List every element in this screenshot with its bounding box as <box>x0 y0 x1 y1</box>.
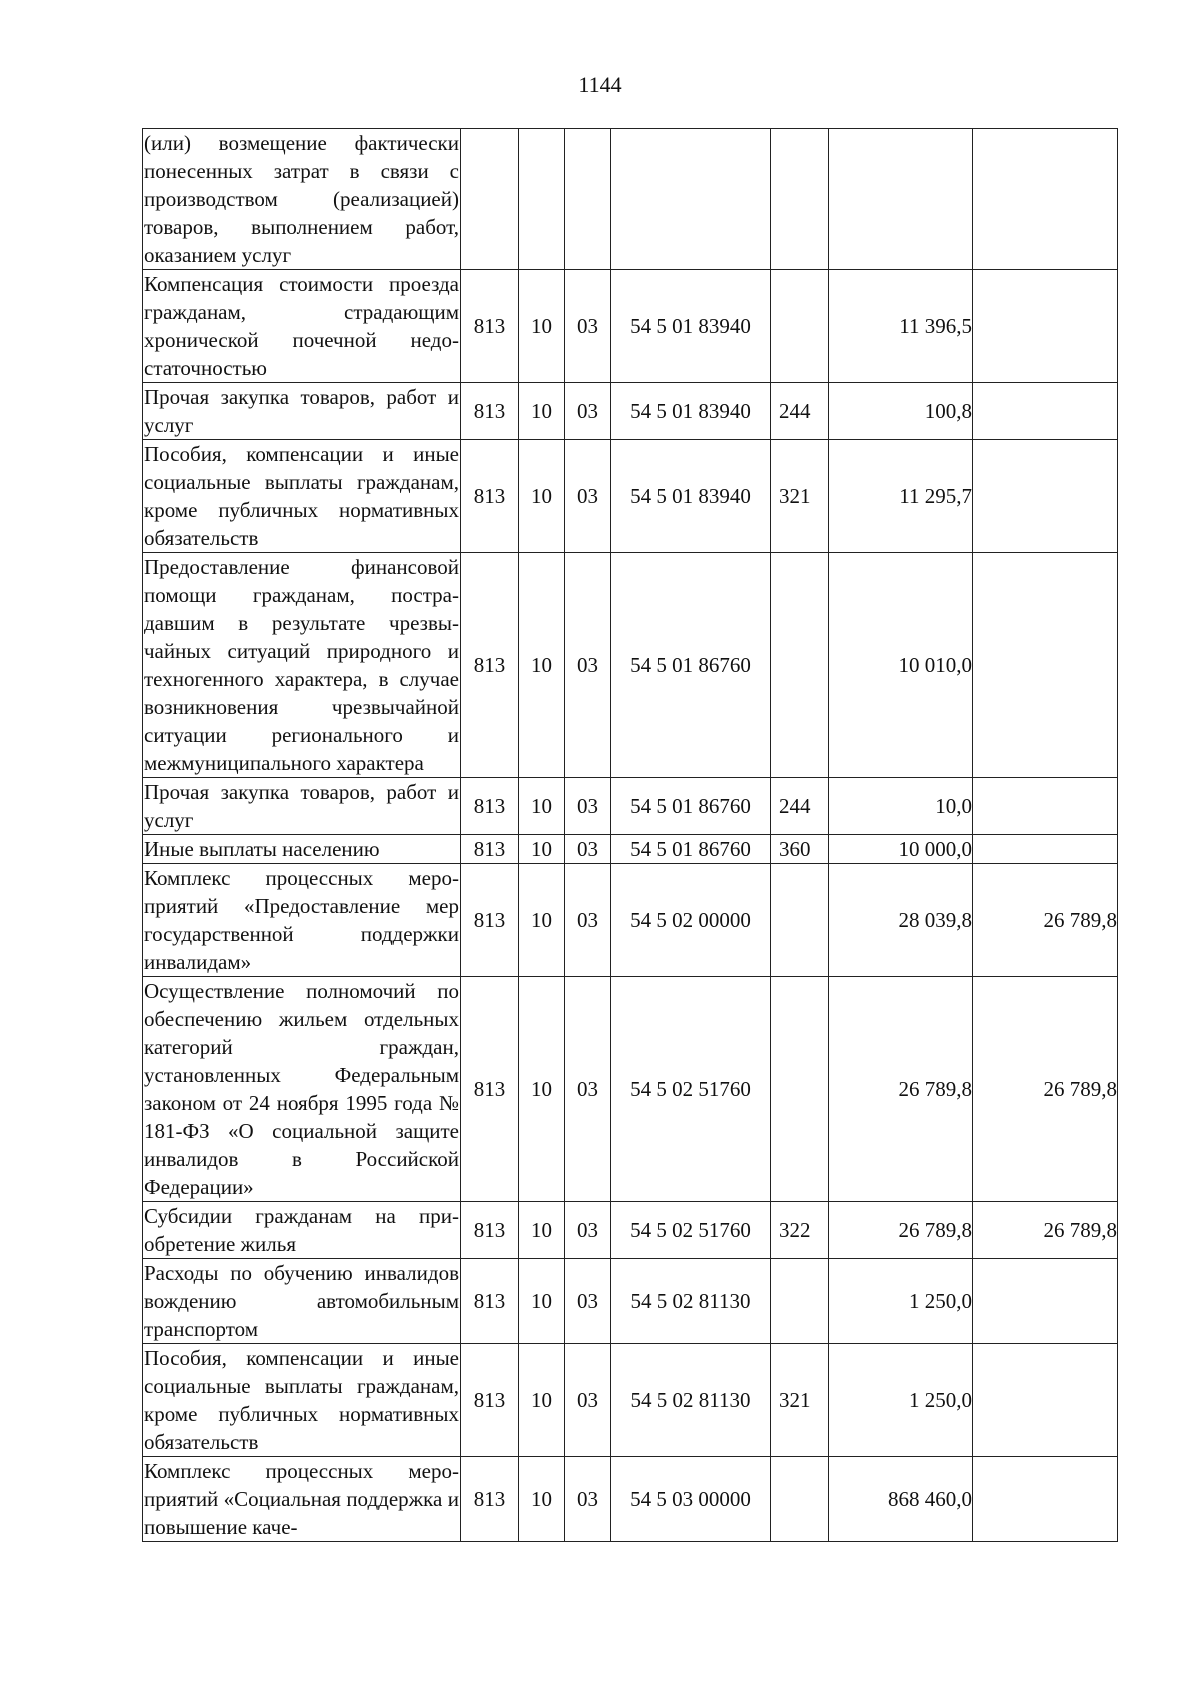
federal-amount-cell <box>973 129 1118 270</box>
amount-cell: 100,8 <box>829 383 973 440</box>
federal-amount-cell <box>973 1457 1118 1542</box>
subsection-code-cell: 03 <box>565 864 611 977</box>
federal-amount-cell <box>973 440 1118 553</box>
expense-name-cell: Иные выплаты населению <box>143 835 461 864</box>
expense-name-cell: Комплекс процессных мероприятий «Социальная поддержка и повышение каче- <box>143 1457 461 1542</box>
table-row <box>143 440 1118 553</box>
table-row <box>143 270 1118 383</box>
table-row <box>143 383 1118 440</box>
subsection-code-cell: 03 <box>565 1344 611 1457</box>
ministry-code-cell: 813 <box>461 1344 519 1457</box>
target-article-cell: 54 5 02 51760 <box>611 1202 771 1259</box>
section-code-cell: 10 <box>519 977 565 1202</box>
ministry-code-cell: 813 <box>461 1202 519 1259</box>
federal-amount-cell: 26 789,8 <box>973 1202 1118 1259</box>
target-article-cell: 54 5 01 83940 <box>611 440 771 553</box>
target-article-cell <box>611 129 771 270</box>
expense-type-cell <box>771 864 829 977</box>
subsection-code-cell <box>565 129 611 270</box>
expense-type-cell <box>771 1259 829 1344</box>
expense-name-cell: Субсидии гражданам на приобретение жилья <box>143 1202 461 1259</box>
section-code-cell: 10 <box>519 383 565 440</box>
section-code-cell: 10 <box>519 835 565 864</box>
section-code-cell: 10 <box>519 553 565 778</box>
section-code-cell: 10 <box>519 1344 565 1457</box>
subsection-code-cell: 03 <box>565 1202 611 1259</box>
amount-cell: 1 250,0 <box>829 1344 973 1457</box>
federal-amount-cell <box>973 383 1118 440</box>
expense-name-cell: Расходы по обучению инвалидов вождению автомобильным транспортом <box>143 1259 461 1344</box>
amount-cell: 868 460,0 <box>829 1457 973 1542</box>
amount-cell: 10 010,0 <box>829 553 973 778</box>
table-row <box>143 129 1118 270</box>
expense-type-cell: 244 <box>771 778 829 835</box>
table-row <box>143 1457 1118 1542</box>
table-row <box>143 778 1118 835</box>
federal-amount-cell <box>973 1344 1118 1457</box>
amount-cell: 11 295,7 <box>829 440 973 553</box>
ministry-code-cell: 813 <box>461 440 519 553</box>
expense-type-cell: 321 <box>771 440 829 553</box>
target-article-cell: 54 5 01 86760 <box>611 778 771 835</box>
section-code-cell: 10 <box>519 1259 565 1344</box>
expense-type-cell <box>771 270 829 383</box>
subsection-code-cell: 03 <box>565 553 611 778</box>
subsection-code-cell: 03 <box>565 440 611 553</box>
table-row <box>143 1344 1118 1457</box>
amount-cell <box>829 129 973 270</box>
section-code-cell: 10 <box>519 864 565 977</box>
section-code-cell <box>519 129 565 270</box>
expense-name-cell: Прочая закупка товаров, работ и услуг <box>143 383 461 440</box>
federal-amount-cell <box>973 1259 1118 1344</box>
table-row <box>143 1259 1118 1344</box>
section-code-cell: 10 <box>519 1202 565 1259</box>
expense-type-cell: 244 <box>771 383 829 440</box>
amount-cell: 26 789,8 <box>829 977 973 1202</box>
page-number: 1144 <box>578 72 622 97</box>
subsection-code-cell: 03 <box>565 778 611 835</box>
expense-type-cell: 322 <box>771 1202 829 1259</box>
section-code-cell: 10 <box>519 1457 565 1542</box>
subsection-code-cell: 03 <box>565 1457 611 1542</box>
target-article-cell: 54 5 02 81130 <box>611 1344 771 1457</box>
table-row <box>143 553 1118 778</box>
federal-amount-cell <box>973 553 1118 778</box>
ministry-code-cell: 813 <box>461 553 519 778</box>
expense-type-cell: 321 <box>771 1344 829 1457</box>
federal-amount-cell: 26 789,8 <box>973 977 1118 1202</box>
table-row <box>143 864 1118 977</box>
ministry-code-cell: 813 <box>461 977 519 1202</box>
amount-cell: 10 000,0 <box>829 835 973 864</box>
table-body <box>143 129 1118 1542</box>
expense-type-cell: 360 <box>771 835 829 864</box>
ministry-code-cell <box>461 129 519 270</box>
subsection-code-cell: 03 <box>565 270 611 383</box>
expense-name-cell: Пособия, компенсации и иные социальные выплаты гражданам, кроме публичных нормативных обязательств <box>143 1344 461 1457</box>
expense-name-cell: Пособия, компенсации и иные социальные выплаты гражданам, кроме публичных нормативных обязательств <box>143 440 461 553</box>
amount-cell: 1 250,0 <box>829 1259 973 1344</box>
target-article-cell: 54 5 02 51760 <box>611 977 771 1202</box>
ministry-code-cell: 813 <box>461 270 519 383</box>
ministry-code-cell: 813 <box>461 383 519 440</box>
ministry-code-cell: 813 <box>461 864 519 977</box>
target-article-cell: 54 5 03 00000 <box>611 1457 771 1542</box>
expense-type-cell <box>771 553 829 778</box>
amount-cell: 11 396,5 <box>829 270 973 383</box>
expense-name-cell: (или) возмещение фактически понесенных затрат в связи с производством (реализацией) товаров, выполнением работ, оказанием услуг <box>143 129 461 270</box>
expense-name-cell: Осуществление полномочий по обеспечению жильем отдельных категорий граждан, установленных Федеральным законом от 24 ноября 1995 года № 181-ФЗ «О социальной защите инвалидов в Российской Федерации» <box>143 977 461 1202</box>
subsection-code-cell: 03 <box>565 835 611 864</box>
table-row <box>143 835 1118 864</box>
budget-table <box>142 128 1118 1542</box>
target-article-cell: 54 5 01 83940 <box>611 270 771 383</box>
amount-cell: 26 789,8 <box>829 1202 973 1259</box>
federal-amount-cell <box>973 270 1118 383</box>
target-article-cell: 54 5 01 86760 <box>611 553 771 778</box>
expense-name-cell: Прочая закупка товаров, работ и услуг <box>143 778 461 835</box>
section-code-cell: 10 <box>519 440 565 553</box>
ministry-code-cell: 813 <box>461 1259 519 1344</box>
federal-amount-cell <box>973 778 1118 835</box>
amount-cell: 10,0 <box>829 778 973 835</box>
expense-name-cell: Компенсация стоимости проезда гражданам, страдающим хронической почечной недостаточностью <box>143 270 461 383</box>
ministry-code-cell: 813 <box>461 835 519 864</box>
target-article-cell: 54 5 01 86760 <box>611 835 771 864</box>
subsection-code-cell: 03 <box>565 977 611 1202</box>
target-article-cell: 54 5 02 00000 <box>611 864 771 977</box>
subsection-code-cell: 03 <box>565 383 611 440</box>
target-article-cell: 54 5 02 81130 <box>611 1259 771 1344</box>
ministry-code-cell: 813 <box>461 1457 519 1542</box>
target-article-cell: 54 5 01 83940 <box>611 383 771 440</box>
section-code-cell: 10 <box>519 778 565 835</box>
section-code-cell: 10 <box>519 270 565 383</box>
expense-type-cell <box>771 1457 829 1542</box>
federal-amount-cell <box>973 835 1118 864</box>
table-row <box>143 1202 1118 1259</box>
ministry-code-cell: 813 <box>461 778 519 835</box>
expense-name-cell: Предоставление финансовой помощи гражданам, пострадавшим в результате чрезвычайных ситуаций природного и техногенного характера, в случае возникновения чрезвычайной ситуации регионального и межмуниципального характера <box>143 553 461 778</box>
subsection-code-cell: 03 <box>565 1259 611 1344</box>
expense-name-cell: Комплекс процессных мероприятий «Предоставление мер государственной поддержки инвалидам» <box>143 864 461 977</box>
table-row <box>143 977 1118 1202</box>
amount-cell: 28 039,8 <box>829 864 973 977</box>
expense-type-cell <box>771 977 829 1202</box>
expense-type-cell <box>771 129 829 270</box>
federal-amount-cell: 26 789,8 <box>973 864 1118 977</box>
